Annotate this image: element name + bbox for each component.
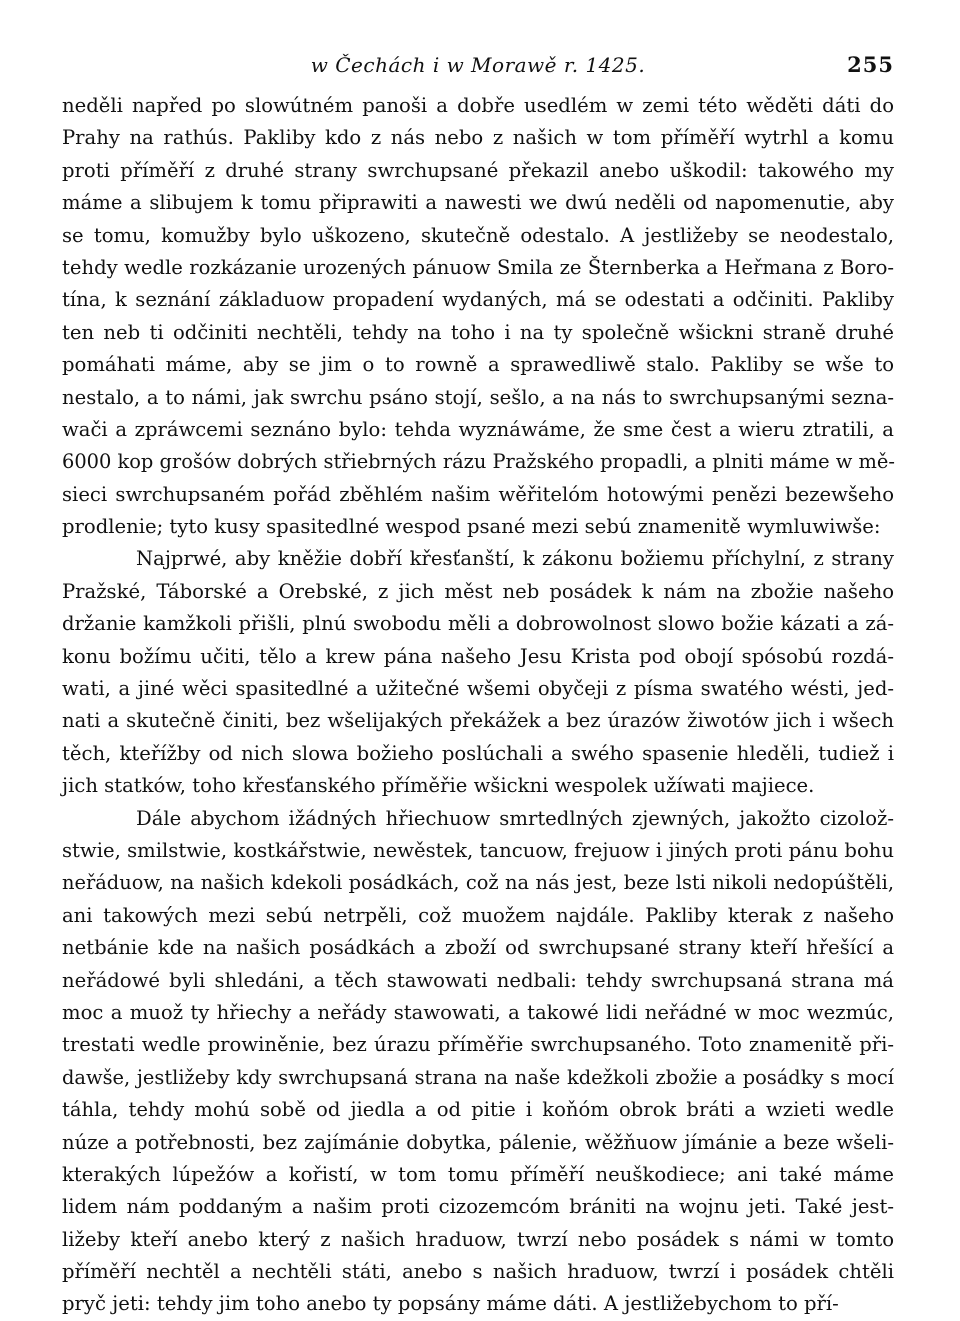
text-line: Dále abychom ižádných hřiechuow smrtedlných zjewných, jakožto cizolož- [136, 806, 894, 830]
text-line: lidem nám poddaným a našim proti cizozemcóm brániti na wojnu jeti. Také jest- [62, 1195, 894, 1219]
text-line: nestalo, a to námi, jak swrchu psáno stojí, sešlo, a na nás to swrchupsanými sezna- [62, 385, 894, 409]
text-line: těch, kteřížby od nich slowa božieho poslúchali a swého spasenie hleděli, tudiež i [62, 741, 894, 765]
text-line: wači a zpráwcemi seznáno bylo: tehda wyznáwáme, že sme čest a wieru ztratili, a [62, 417, 894, 441]
text-line: núze a potřebnosti, bez zajímánie dobytka, pálenie, wěžňuow jímánie a beze wšeli- [62, 1130, 894, 1154]
text-line: netbánie kde na našich posádkách a zboží od swrchupsané strany kteří hřešící a [62, 936, 894, 960]
text-line: Pražské, Táborské a Orebské, z jich měst neb posádek k nám na zbožie našeho [62, 579, 894, 603]
text-line: trestati wedle prowiněnie, bez úrazu příměřie swrchupsaného. Toto znamenitě při- [62, 1033, 894, 1057]
text-line: pomáhati máme, aby se jim o to rowně a sprawedliwě stalo. Pakliby se wše to [62, 353, 894, 377]
text-line: dawše, jestližeby kdy swrchupsaná strana na naše kdežkoli zbožie a posádky s mocí [62, 1065, 894, 1089]
text-line: ten neb ti odčiniti nechtěli, tehdy na toho i na ty společně wšickni straně druhé [62, 320, 894, 344]
text-line: máme a slibujem k tomu připrawiti a nawesti we dwú neděli od napomenutie, aby [62, 191, 894, 215]
text-line: kterakých lúpežów a kořistí, w tom tomu příměří neuškodiece; ani také máme [62, 1162, 894, 1186]
body-text [62, 90, 894, 1321]
text-line: tína, k seznání základuow propadení wydaných, má se odestati a odčiniti. Pakliby [62, 288, 894, 312]
text-line: stwie, smilstwie, kostkářstwie, newěstek, tancuow, frejuow i jiných proti pánu bohu [62, 838, 894, 862]
running-title: w Čechách i w Morawě r. 1425. [310, 53, 646, 77]
paragraph [62, 803, 894, 1321]
text-line: moc a muož ty hřiechy a neřády stawowati, a takowé lidi neřádné w moc wezmúc, [62, 1000, 894, 1024]
text-line: se tomu, komužby bylo uškozeno, skutečně odestalo. A jestližeby se neodestalo, [62, 223, 894, 247]
text-line: prodlenie; tyto kusy spasitedlné wespod psané mezi sebú znamenitě wymluwiwše: [62, 515, 881, 539]
text-line: pryč jeti: tehdy jim toho anebo ty popsány máme dáti. A jestližebychom to pří- [62, 1292, 839, 1316]
paragraph [62, 543, 894, 802]
text-line: konu božímu učiti, tělo a krew pána našeho Jesu Krista pod obojí spósobú rozdá- [62, 644, 894, 668]
text-line: sieci swrchupsaném pořád zběhlém našim wěřitelóm hotowými penězi bezewšeho [62, 482, 894, 506]
text-line: držanie kamžkoli přišli, plnú swobodu měli a dobrowolnost slowo božie kázati a zá- [62, 612, 894, 636]
text-line: neděli napřed po slowútném panoši a dobře usedlém w zemi této wěděti dáti do [62, 94, 894, 117]
text-line: Prahy na rathús. Pakliby kdo z nás nebo z našich w tom příměří wytrhl a komu [62, 126, 894, 150]
text-line: tehdy wedle rozkázanie urozených pánuow Smila ze Šternberka a Heřmana z Boro- [62, 255, 894, 279]
text-line: ani takowých mezi sebú netrpěli, což muožem najdále. Pakliby kterak z našeho [62, 903, 894, 927]
text-line: wati, a jiné wěci spasitedlné a užitečné wšemi obyčeji z písma swatého wésti, jed- [62, 677, 894, 701]
text-line: táhla, tehdy mohú sobě od jiedla a od pitie i koňóm obrok bráti a wzieti wedle [62, 1098, 894, 1122]
text-line: neřáduow, na našich kdekoli posádkách, což na nás jest, beze lsti nikoli nedopúštěli, [62, 871, 894, 895]
text-line: příměří nechtěl a nechtěli státi, anebo s našich hraduow, twrzí i posádek chtěli [62, 1260, 894, 1284]
text-line: neřádowé byli shledáni, a těch stawowati nedbali: tehdy swrchupsaná strana má [62, 968, 894, 992]
text-line: 6000 kop grošów dobrých střiebrných rázu Pražského propadli, a plniti máme w mě- [62, 450, 895, 474]
text-line: Najprwé, aby kněžie dobří křesťanští, k zákonu božiemu příchylní, z strany [136, 547, 894, 571]
text-line: ližeby kteří anebo který z našich hraduow, twrzí nebo posádek s námi w tomto [62, 1227, 894, 1251]
text-line: jich statków, toho křesťanského příměřie wšickni wespolek užíwati majiece. [62, 774, 815, 798]
text-line: nati a skutečně činiti, bez wšelijakých překážek a bez úrazów žiwotów jich i wšech [62, 709, 894, 733]
paragraph [62, 90, 894, 543]
running-head [62, 50, 894, 80]
page-number: 255 [847, 52, 894, 77]
text-line: proti příměří z druhé strany swrchupsané překazil anebo uškodil: takowého my [62, 158, 894, 182]
